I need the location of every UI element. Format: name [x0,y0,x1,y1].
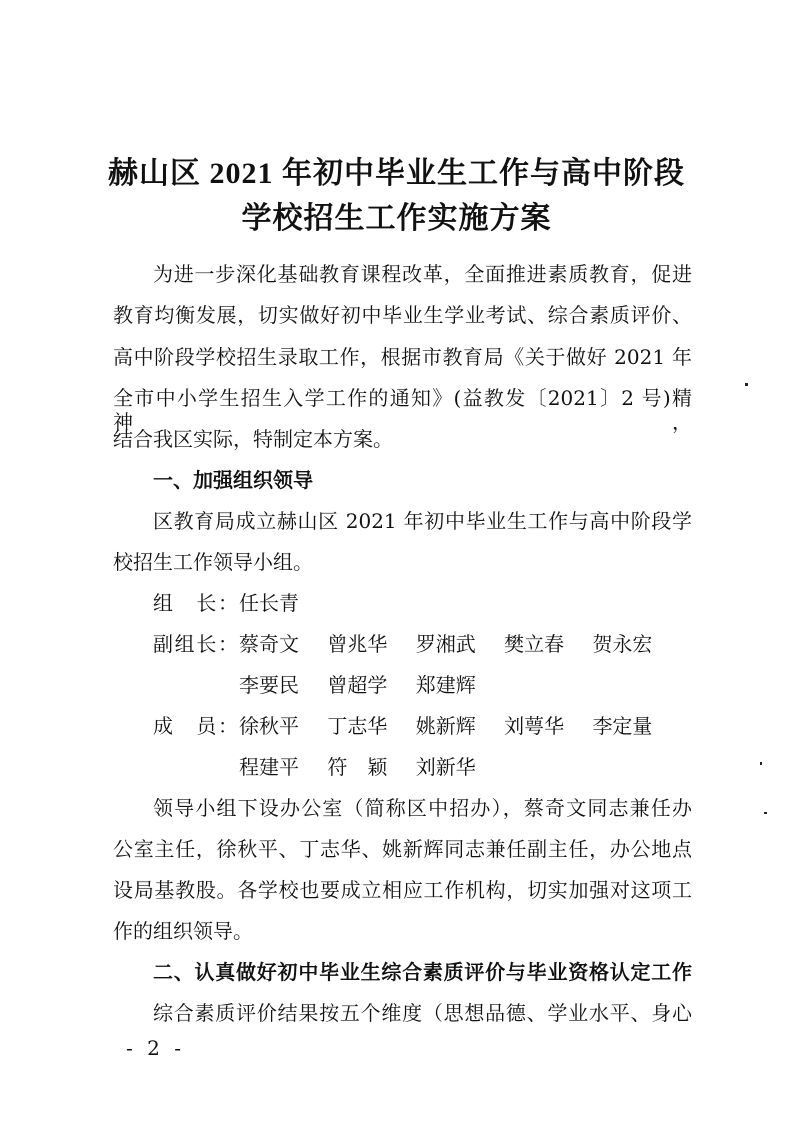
intro-line-5: 结合我区实际，特制定本方案。 [113,427,393,451]
deputy-name: 曾超学 [327,673,388,697]
deputy-name: 郑建辉 [415,673,476,697]
section-1-para-1-line-2: 校招生工作领导小组。 [113,550,313,574]
leader-names [239,591,321,615]
deputy-name: 贺永宏 [592,632,653,656]
member-name: 符 颖 [327,755,388,779]
page-number: - 2 - [126,1036,185,1060]
member-name: 姚新辉 [415,714,476,738]
scan-speck [764,812,767,814]
leader-role-label: 组 长： [153,591,238,615]
deputy-names-row-2 [239,673,498,697]
section-1-heading: 一、加强组织领导 [153,468,313,492]
member-name: 李定量 [592,714,653,738]
intro-line-1: 为进一步深化基础教育课程改革，全面推进素质教育，促进 [153,262,692,286]
member-role-label: 成 员： [153,714,238,738]
deputy-name: 樊立春 [504,632,565,656]
deputy-name: 罗湘武 [415,632,476,656]
document-title-line-2: 学校招生工作实施方案 [241,202,552,235]
section-1-para-2-line-2: 公室主任，徐秋平、丁志华、姚新辉同志兼任副主任，办公地点 [113,837,692,861]
member-name: 刘新华 [415,755,476,779]
member-name: 徐秋平 [239,714,299,738]
member-name: 程建平 [239,755,299,779]
section-2-para-1-line-1: 综合素质评价结果按五个维度（思想品德、学业水平、身心 [153,1001,692,1025]
scan-speck [745,383,748,386]
leader-name: 任长青 [239,591,299,615]
deputy-name: 曾兆华 [327,632,388,656]
deputy-name: 蔡奇文 [239,632,299,656]
document-title-line-1: 赫山区 2021 年初中毕业生工作与高中阶段 [108,157,685,190]
section-1-para-2-line-1: 领导小组下设办公室（简称区中招办），蔡奇文同志兼任办 [153,796,692,820]
scan-speck [760,762,762,765]
intro-line-4: 全市中小学生招生入学工作的通知》(益教发〔2021〕2 号)精神， [113,386,692,434]
section-2-heading: 二、认真做好初中毕业生综合素质评价与毕业资格认定工作 [153,960,692,984]
member-names-row-1 [239,714,674,738]
deputy-name: 李要民 [239,673,299,697]
section-1-para-1-line-1: 区教育局成立赫山区 2021 年初中毕业生工作与高中阶段学 [153,509,692,533]
intro-line-3: 高中阶段学校招生录取工作，根据市教育局《关于做好 2021 年 [113,345,692,369]
deputy-role-label: 副组长： [153,632,238,656]
member-names-row-2 [239,755,498,779]
section-1-para-2-line-4: 作的组织领导。 [113,919,253,943]
section-1-para-2-line-3: 设局基教股。各学校也要成立相应工作机构，切实加强对这项工 [113,878,692,902]
intro-line-2: 教育均衡发展，切实做好初中毕业生学业考试、综合素质评价、 [113,303,692,327]
member-name: 丁志华 [327,714,388,738]
deputy-names-row-1 [239,632,674,656]
member-name: 刘萼华 [504,714,565,738]
